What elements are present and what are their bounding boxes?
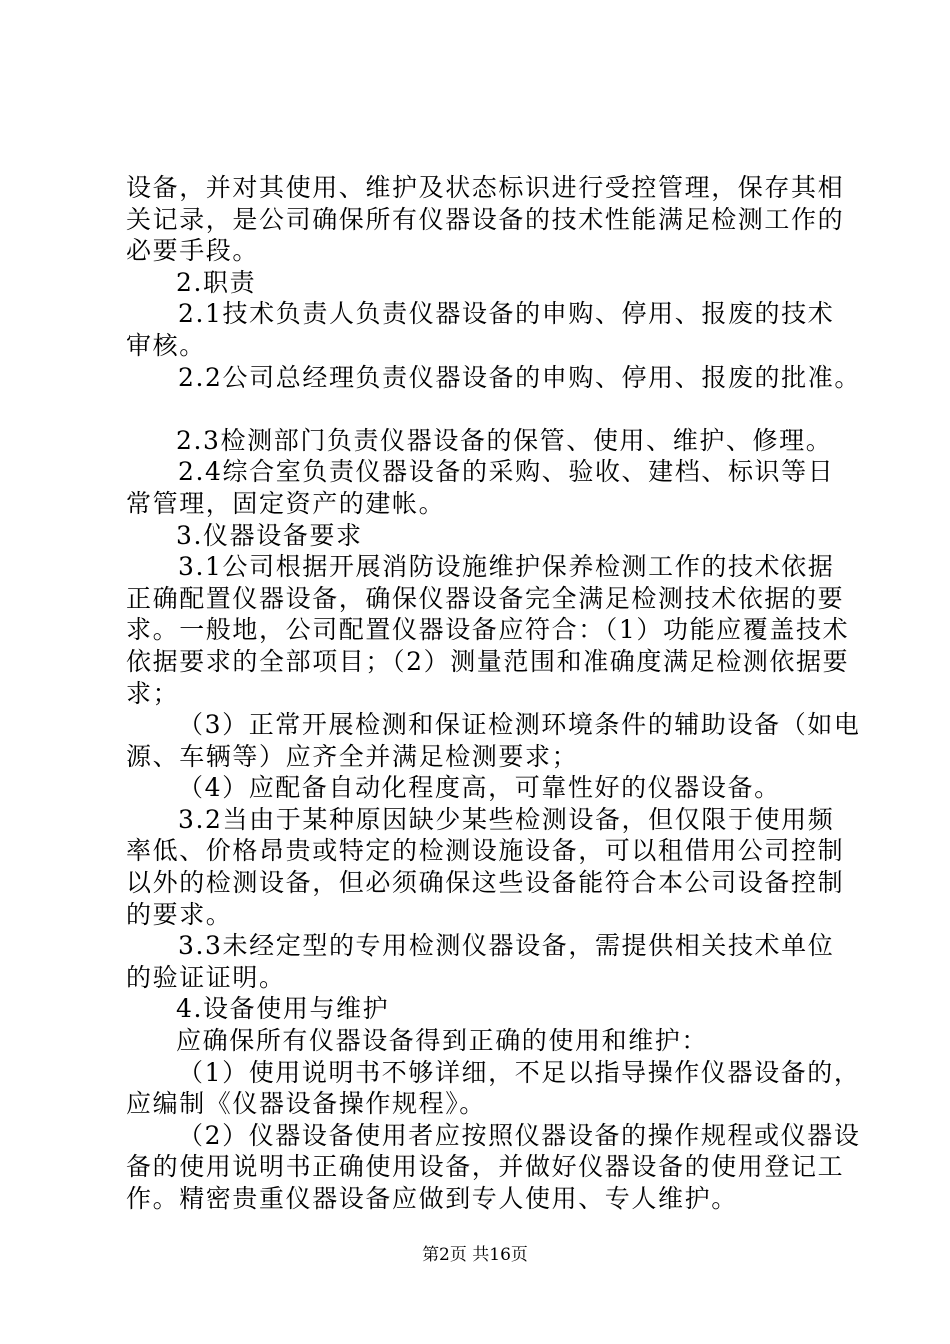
text-line: 求。一般地，公司配置仪器设备应符合：（1）功能应覆盖技术 [126, 615, 850, 645]
text-line: 2.职责 [176, 267, 257, 297]
text-line: 备的使用说明书正确使用设备，并做好仪器设备的使用登记工 [126, 1152, 845, 1182]
text-line: 3.仪器设备要求 [176, 520, 363, 550]
text-line: 2.1技术负责人负责仪器设备的申购、停用、报废的技术 [178, 299, 835, 329]
text-line: 2.2公司总经理负责仪器设备的申购、停用、报废的批准。 [178, 362, 861, 392]
text-line: 率低、价格昂贵或特定的检测设施设备，可以租借用公司控制 [126, 836, 845, 866]
document-body [126, 172, 861, 1215]
text-line: 正确配置仪器设备，确保仪器设备完全满足检测技术依据的要 [126, 583, 845, 613]
text-line: 必要手段。 [126, 236, 260, 266]
text-line: 依据要求的全部项目；（2）测量范围和准确度满足检测依据要 [126, 646, 850, 676]
text-line: 以外的检测设备，但必须确保这些设备能符合本公司设备控制 [126, 868, 845, 898]
text-line: 审核。 [126, 330, 206, 360]
blank-line [126, 393, 836, 425]
text-line: （3）正常开展检测和保证检测环境条件的辅助设备（如电 [178, 710, 861, 740]
text-line: 的验证证明。 [126, 962, 286, 992]
text-line: 源、车辆等）应齐全并满足检测要求； [126, 741, 579, 771]
text-line: 2.3检测部门负责仪器设备的保管、使用、维护、修理。 [176, 425, 833, 455]
text-line: 3.1公司根据开展消防设施维护保养检测工作的技术依据 [178, 552, 835, 582]
text-line: （2）仪器设备使用者应按照仪器设备的操作规程或仪器设 [178, 1120, 861, 1150]
text-line: 3.2当由于某种原因缺少某些检测设备，但仅限于使用频 [178, 804, 835, 834]
text-line: 的要求。 [126, 899, 233, 929]
text-line: 关记录，是公司确保所有仪器设备的技术性能满足检测工作的 [126, 204, 845, 234]
text-line: 3.3未经定型的专用检测仪器设备，需提供相关技术单位 [178, 931, 835, 961]
text-line: 应编制《仪器设备操作规程》。 [126, 1089, 486, 1119]
text-line: 常管理，固定资产的建帐。 [126, 488, 446, 518]
text-line: （1）使用说明书不够详细，不足以指导操作仪器设备的， [178, 1057, 861, 1087]
text-line: 应确保所有仪器设备得到正确的使用和维护： [176, 1026, 709, 1056]
text-line: 求； [126, 678, 180, 708]
text-line: 作。精密贵重仪器设备应做到专人使用、专人维护。 [126, 1184, 738, 1213]
page-number: 第2页 共16页 [422, 1245, 528, 1265]
text-line: 2.4综合室负责仪器设备的采购、验收、建档、标识等日 [178, 457, 835, 487]
text-line: 设备，并对其使用、维护及状态标识进行受控管理，保存其相 [126, 173, 845, 202]
text-line: 4.设备使用与维护 [176, 994, 390, 1024]
text-line: （4）应配备自动化程度高，可靠性好的仪器设备。 [178, 773, 781, 803]
